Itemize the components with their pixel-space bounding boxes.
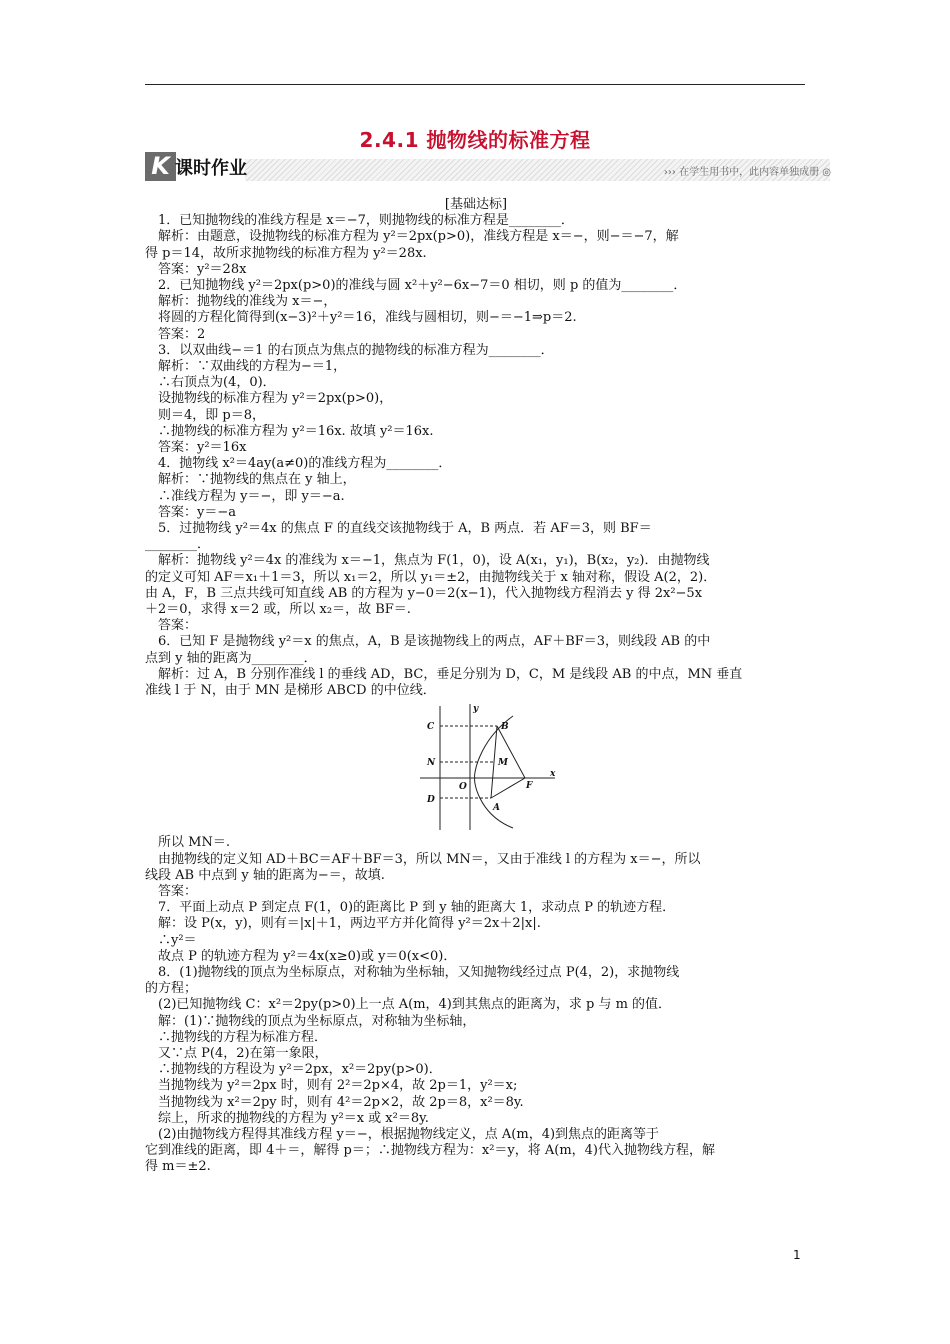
text-line: 它到准线的距离，即 4＋＝，解得 p＝；∴抛物线方程为：x²＝y，将 A(m，4)代入抛物线方程，解 — [145, 1143, 716, 1159]
header-rule — [145, 84, 805, 85]
text-line: 4．抛物线 x²＝4ay(a≠0)的准线方程为________． — [145, 456, 452, 472]
label-m: M — [498, 758, 508, 769]
segment-af — [491, 778, 525, 798]
text-line: 将圆的方程化简得到(x−3)²＋y²＝16，准线与圆相切，则−＝−1⇒p＝2. — [145, 310, 577, 326]
text-line: 答案： — [145, 618, 198, 634]
text-line: 则＝4，即 p＝8， — [145, 407, 265, 423]
text-line: 6．已知 F 是抛物线 y²＝x 的焦点，A，B 是该抛物线上的两点，AF＋BF＝3，则线段 AB 的中 — [145, 634, 711, 650]
text-line: 准线 l 于 N，由于 MN 是梯形 ABCD 的中位线． — [145, 683, 436, 699]
text-line: 答案：y＝−a — [145, 504, 236, 520]
text-line: 综上，所求的抛物线的方程为 y²＝x 或 x²＝8y. — [145, 1110, 429, 1126]
label-f: F — [526, 781, 533, 792]
document-body — [145, 197, 807, 1176]
label-y: y — [473, 704, 479, 715]
text-line: 的定义可知 AF＝x₁＋1＝3，所以 x₁＝2，所以 y₁＝±2，由抛物线关于 x 轴对称，假设 A(2，2)． — [145, 569, 717, 585]
parabola-figure — [415, 702, 560, 832]
text-line: ∴抛物线的方程设为 y²＝2px，x²＝2py(p>0)． — [145, 1062, 442, 1078]
label-b: B — [501, 722, 509, 733]
text-line: 由抛物线的定义知 AD＋BC＝AF＋BF＝3，所以 MN＝，又由于准线 l 的方程为 x＝−，所以 — [145, 851, 701, 867]
banner-label: 课时作业 — [175, 158, 247, 179]
text-line: 解析：∵双曲线的方程为−＝1， — [145, 359, 347, 375]
text-line: 故点 P 的轨迹方程为 y²＝4x(x≥0)或 y＝0(x<0)． — [145, 948, 457, 964]
text-line: ∴抛物线的方程为标准方程． — [145, 1029, 328, 1045]
text-line: 解析：抛物线 y²＝4x 的准线为 x＝−1，焦点为 F(1，0)，设 A(x₁，y₁)，B(x₂，y₂)．由抛物线 — [145, 553, 710, 569]
text-line: (2)已知抛物线 C：x²＝2py(p>0)上一点 A(m，4)到其焦点的距离为，求 p 与 m 的值． — [145, 997, 672, 1013]
label-a: A — [493, 803, 500, 814]
text-line: 5．过抛物线 y²＝4x 的焦点 F 的直线交该抛物线于 A，B 两点．若 AF＝3，则 BF＝ — [145, 521, 652, 537]
text-line: 解：设 P(x，y)，则有＝|x|＋1，两边平方并化简得 y²＝2x＋2|x|. — [145, 916, 541, 932]
text-line: ∴准线方程为 y＝−，即 y＝−a. — [145, 488, 345, 504]
text-line: 得 m＝±2. — [145, 1159, 211, 1175]
text-line: 线段 AB 中点到 y 轴的距离为−＝，故填. — [145, 867, 385, 883]
text-line: 当抛物线为 y²＝2px 时，则有 2²＝2p×4，故 2p＝1，y²＝x; — [145, 1078, 518, 1094]
text-line: 解析：过 A，B 分别作准线 l 的垂线 AD，BC，垂足分别为 D，C，M 是线段 AB 的中点，MN 垂直 — [145, 666, 743, 682]
text-line: 答案：y²＝16x — [145, 440, 247, 456]
text-line: 解析：∵抛物线的焦点在 y 轴上， — [145, 472, 356, 488]
text-line: 2．已知抛物线 y²＝2px(p>0)的准线与圆 x²＋y²−6x−7＝0 相切，则 p 的值为________． — [145, 278, 687, 294]
text-line: 解析：由题意，设抛物线的标准方程为 y²＝2px(p>0)，准线方程是 x＝−，则−＝−7，解 — [145, 229, 679, 245]
label-d: D — [427, 795, 435, 806]
text-line: 点到 y 轴的距离为________． — [145, 650, 317, 666]
section-heading: [基础达标] — [444, 197, 508, 212]
text-line: ∴右顶点为(4，0)． — [145, 375, 276, 391]
label-x: x — [550, 769, 556, 780]
text-line: ∴y²＝ — [145, 932, 197, 948]
text-line: 所以 MN＝. — [145, 835, 230, 851]
text-block-b — [145, 835, 807, 1175]
page-title: 2.4.1 抛物线的标准方程 — [359, 128, 591, 152]
k-logo-icon: K — [145, 152, 176, 181]
text-line: 的方程； — [145, 981, 198, 997]
text-line: 答案：y²＝28x — [145, 261, 247, 277]
text-line: ∴抛物线的标准方程为 y²＝16x. 故填 y²＝16x. — [145, 423, 434, 439]
page-number: 1 — [793, 1248, 801, 1262]
text-line: 解：(1)∵抛物线的顶点为坐标原点，对称轴为坐标轴， — [145, 1013, 476, 1029]
segment-bf — [497, 726, 525, 778]
text-block-a — [145, 213, 807, 699]
label-c: C — [427, 722, 435, 733]
text-line: (2)由抛物线方程得其准线方程 y＝−，根据抛物线定义，点 A(m，4)到焦点的距离等于 — [145, 1126, 660, 1142]
text-line: 答案： — [145, 883, 198, 899]
text-line: 当抛物线为 x²＝2py 时，则有 4²＝2p×2，故 2p＝8，x²＝8y. — [145, 1094, 524, 1110]
text-line: 3．以双曲线−＝1 的右顶点为焦点的抛物线的标准方程为________． — [145, 342, 554, 358]
text-line: 得 p＝14，故所求抛物线的标准方程为 y²＝28x. — [145, 245, 427, 261]
banner-note: ››› 在学生用书中，此内容单独成册 ◎ — [663, 167, 831, 178]
text-line: 设抛物线的标准方程为 y²＝2px(p>0)， — [145, 391, 393, 407]
text-line: 解析：抛物线的准线为 x＝−， — [145, 294, 337, 310]
label-n: N — [427, 758, 436, 769]
text-line: 由 A，F，B 三点共线可知直线 AB 的方程为 y−0＝2(x−1)，代入抛物线方程消去 y 得 2x²−5x — [145, 585, 703, 601]
text-line: 答案：2 — [145, 326, 206, 342]
text-line: 7．平面上动点 P 到定点 F(1，0)的距离比 P 到 y 轴的距离大 1，求动点 P 的轨迹方程． — [145, 900, 676, 916]
text-line: 8．(1)抛物线的顶点为坐标原点，对称轴为坐标轴，又知抛物线经过点 P(4，2)，求抛物线 — [145, 964, 680, 980]
section-banner — [145, 150, 835, 183]
label-o: O — [459, 782, 467, 793]
text-line: 又∵点 P(4，2)在第一象限， — [145, 1045, 328, 1061]
text-line: ________． — [145, 537, 211, 553]
text-line: ＋2＝0，求得 x＝2 或，所以 x₂＝，故 BF＝. — [145, 602, 411, 618]
text-line: 1．已知抛物线的准线方程是 x＝−7，则抛物线的标准方程是________． — [145, 213, 574, 229]
